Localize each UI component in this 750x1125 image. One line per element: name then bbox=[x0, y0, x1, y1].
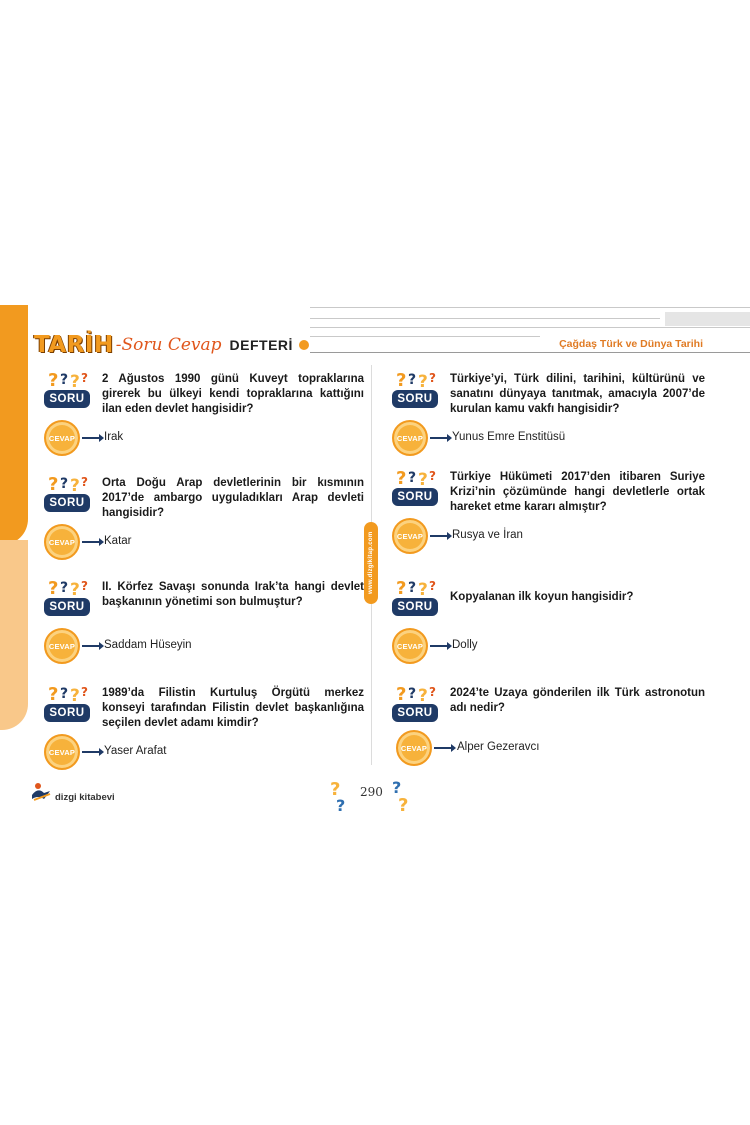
svg-text:?: ? bbox=[396, 468, 407, 488]
header-line bbox=[310, 336, 540, 337]
svg-text:?: ? bbox=[396, 578, 407, 598]
svg-text:?: ? bbox=[418, 580, 428, 598]
qa-item bbox=[390, 576, 720, 676]
svg-text:?: ? bbox=[429, 579, 436, 593]
header-line bbox=[310, 307, 750, 308]
soru-label: SORU bbox=[44, 494, 90, 512]
question-text: 1989’da Filistin Kurtuluş Örgütü merkez konseyi tarafından Filistin devlet başkanlığına seçilen devlet adamı kimdir? bbox=[102, 687, 364, 729]
answer-text: Irak bbox=[104, 431, 124, 443]
soru-label: SORU bbox=[44, 598, 90, 616]
header-line bbox=[310, 352, 750, 353]
qa-item bbox=[42, 682, 372, 782]
question-marks-icon bbox=[46, 368, 92, 390]
svg-text:?: ? bbox=[70, 372, 80, 390]
question-text: II. Körfez Savaşı sonunda Irak’ta hangi devlet başkanının yönetimi son bulmuştur? bbox=[102, 581, 364, 608]
soru-label: SORU bbox=[392, 704, 438, 722]
svg-text:?: ? bbox=[336, 796, 346, 815]
svg-text:?: ? bbox=[48, 370, 59, 390]
arrow-icon bbox=[82, 645, 100, 647]
qa-item bbox=[42, 368, 372, 468]
svg-text:?: ? bbox=[330, 779, 341, 800]
svg-text:?: ? bbox=[60, 686, 69, 702]
qa-item bbox=[42, 472, 372, 572]
question-text: Orta Doğu Arap devletlerinin bir kısmının 2017’de ambargo uyguladıkları Arap devleti hangisidir? bbox=[102, 477, 364, 519]
soru-label: SORU bbox=[392, 598, 438, 616]
soru-label: SORU bbox=[44, 390, 90, 408]
cevap-label: CEVAP bbox=[48, 537, 76, 547]
header-stripe bbox=[665, 312, 750, 326]
cevap-label: CEVAP bbox=[48, 641, 76, 651]
arrow-icon bbox=[82, 751, 100, 753]
svg-text:?: ? bbox=[81, 579, 88, 593]
svg-text:?: ? bbox=[418, 470, 428, 488]
publisher-name: dizgi kitabevi bbox=[55, 792, 115, 803]
question-text: Türkiye’yi, Türk dilini, tarihini, kültürünü ve sanatını dünyaya tanıtmak, amacıyla 2007’de kurulan kamu vakfı hangisidir? bbox=[450, 373, 705, 415]
question-marks-icon bbox=[394, 368, 440, 390]
logo-soru-cevap: -Soru Cevap bbox=[115, 335, 222, 355]
svg-text:?: ? bbox=[429, 685, 436, 699]
logo-tarih: TARİH bbox=[34, 332, 114, 358]
soru-label: SORU bbox=[44, 704, 90, 722]
svg-text:?: ? bbox=[60, 580, 69, 596]
svg-text:?: ? bbox=[60, 372, 69, 388]
question-marks-icon bbox=[46, 472, 92, 494]
answer-text: Dolly bbox=[452, 639, 478, 651]
page-number: 290 bbox=[360, 785, 383, 799]
svg-text:?: ? bbox=[81, 475, 88, 489]
light-orange-edge-tab bbox=[0, 540, 28, 730]
cevap-badge bbox=[392, 628, 428, 664]
cevap-label: CEVAP bbox=[396, 531, 424, 541]
section-title: Çağdaş Türk ve Dünya Tarihi bbox=[559, 338, 703, 350]
cevap-label: CEVAP bbox=[396, 641, 424, 651]
logo-dot bbox=[299, 340, 309, 350]
svg-text:?: ? bbox=[408, 372, 417, 388]
svg-text:?: ? bbox=[398, 795, 409, 815]
soru-badge bbox=[42, 682, 94, 728]
svg-text:?: ? bbox=[60, 476, 69, 492]
question-text: Kopyalanan ilk koyun hangisidir? bbox=[450, 591, 634, 603]
soru-badge bbox=[42, 576, 94, 622]
cevap-badge bbox=[44, 524, 80, 560]
cevap-badge bbox=[44, 420, 80, 456]
cevap-label: CEVAP bbox=[48, 433, 76, 443]
website-side-tag: www.dizgikitap.com bbox=[364, 522, 378, 604]
answer-text: Katar bbox=[104, 535, 132, 547]
publisher-logo-icon bbox=[30, 781, 52, 803]
svg-text:?: ? bbox=[429, 371, 436, 385]
qa-item bbox=[390, 466, 720, 566]
svg-text:?: ? bbox=[396, 370, 407, 390]
answer-text: Yunus Emre Enstitüsü bbox=[452, 431, 566, 443]
cevap-badge bbox=[44, 628, 80, 664]
cevap-badge bbox=[392, 420, 428, 456]
cevap-badge bbox=[44, 734, 80, 770]
arrow-icon bbox=[430, 437, 448, 439]
cevap-badge bbox=[396, 730, 432, 766]
svg-text:?: ? bbox=[418, 372, 428, 390]
arrow-icon bbox=[430, 535, 448, 537]
svg-text:?: ? bbox=[70, 580, 80, 598]
answer-text: Saddam Hüseyin bbox=[104, 639, 192, 651]
soru-label: SORU bbox=[392, 488, 438, 506]
cevap-label: CEVAP bbox=[396, 433, 424, 443]
soru-badge bbox=[42, 472, 94, 518]
question-marks-icon bbox=[394, 682, 440, 704]
svg-text:?: ? bbox=[396, 684, 407, 704]
svg-text:?: ? bbox=[408, 580, 417, 596]
series-logo bbox=[34, 330, 309, 360]
question-text: 2024’te Uzaya gönderilen ilk Türk astronotun adı nedir? bbox=[450, 687, 705, 714]
answer-text: Rusya ve İran bbox=[452, 529, 523, 541]
question-text: Türkiye Hükümeti 2017’den itibaren Suriye Krizi’nin çözümünde hangi devletlerle ortak hareket etme kararı almıştır? bbox=[450, 471, 705, 513]
question-marks-icon bbox=[46, 682, 92, 704]
logo-defteri: DEFTERİ bbox=[229, 337, 293, 353]
svg-text:?: ? bbox=[408, 686, 417, 702]
header-line bbox=[310, 318, 660, 319]
question-marks-right-icon bbox=[390, 775, 414, 815]
arrow-icon bbox=[434, 747, 452, 749]
header-line bbox=[310, 327, 750, 328]
question-marks-left-icon bbox=[330, 775, 352, 815]
svg-text:?: ? bbox=[81, 685, 88, 699]
answer-text: Alper Gezeravcı bbox=[457, 741, 540, 753]
soru-badge bbox=[390, 466, 442, 512]
cevap-badge bbox=[392, 518, 428, 554]
question-text: 2 Ağustos 1990 günü Kuveyt topraklarına girerek bu ülkeyi kendi topraklarına kattığını ilan eden devlet hangisidir? bbox=[102, 373, 364, 415]
svg-text:?: ? bbox=[48, 578, 59, 598]
soru-badge bbox=[390, 368, 442, 414]
soru-badge bbox=[42, 368, 94, 414]
svg-text:?: ? bbox=[392, 778, 402, 797]
svg-text:?: ? bbox=[70, 476, 80, 494]
publisher-brand bbox=[30, 780, 115, 803]
qa-item bbox=[390, 368, 720, 468]
question-marks-icon bbox=[394, 466, 440, 488]
arrow-icon bbox=[82, 541, 100, 543]
cevap-label: CEVAP bbox=[400, 743, 428, 753]
question-marks-icon bbox=[394, 576, 440, 598]
soru-badge bbox=[390, 576, 442, 622]
svg-text:?: ? bbox=[70, 686, 80, 704]
soru-badge bbox=[390, 682, 442, 728]
cevap-label: CEVAP bbox=[48, 747, 76, 757]
orange-edge-tab bbox=[0, 305, 28, 545]
soru-label: SORU bbox=[392, 390, 438, 408]
svg-text:?: ? bbox=[429, 469, 436, 483]
page-number-area bbox=[330, 775, 420, 815]
question-marks-icon bbox=[46, 576, 92, 598]
answer-text: Yaser Arafat bbox=[104, 745, 167, 757]
arrow-icon bbox=[82, 437, 100, 439]
svg-text:?: ? bbox=[418, 686, 428, 704]
qa-item bbox=[390, 682, 720, 782]
svg-text:?: ? bbox=[48, 684, 59, 704]
svg-text:?: ? bbox=[408, 470, 417, 486]
qa-item bbox=[42, 576, 372, 676]
svg-text:?: ? bbox=[48, 474, 59, 494]
svg-text:?: ? bbox=[81, 371, 88, 385]
arrow-icon bbox=[430, 645, 448, 647]
